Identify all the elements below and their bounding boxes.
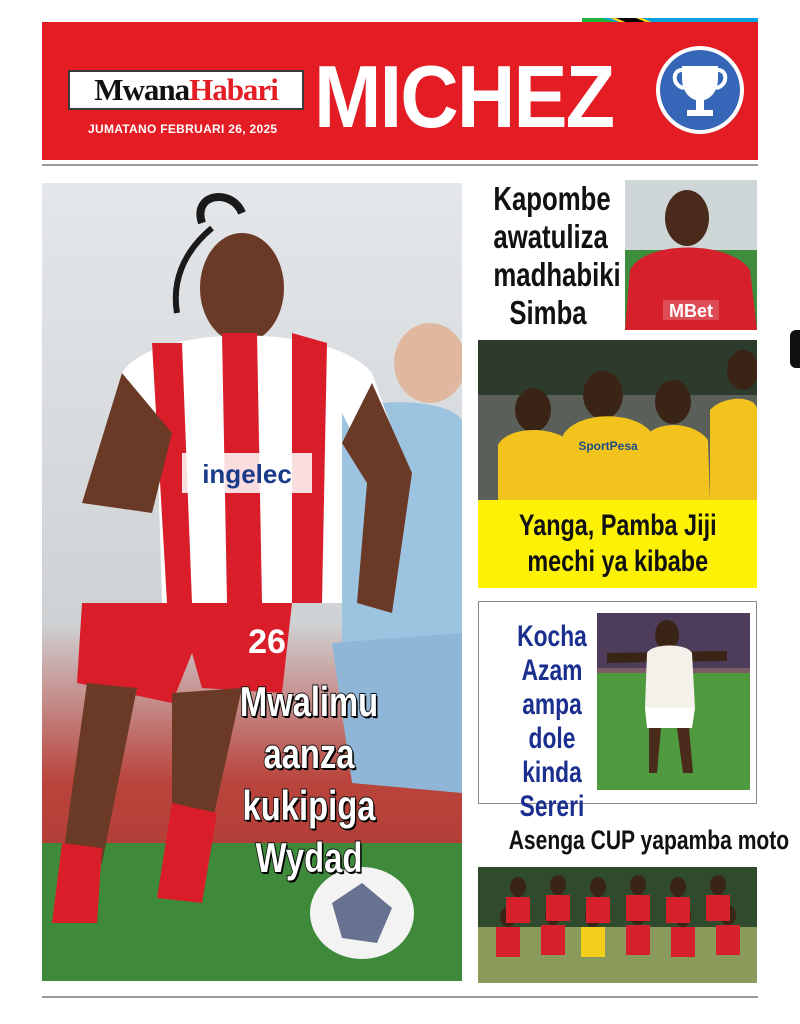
yanga-caption-line: mechi ya kibabe	[527, 545, 708, 578]
main-jersey-sponsor: ingelec	[202, 459, 292, 489]
main-headline-line: aanza	[263, 730, 355, 777]
main-jersey-number: 26	[248, 623, 286, 661]
kapombe-headline[interactable]	[493, 180, 621, 332]
yanga-jersey-sponsor: SportPesa	[578, 439, 638, 453]
kapombe-headline-line: madhabiki	[493, 256, 621, 293]
section-title: MICHEZ	[314, 47, 614, 146]
yanga-caption-line: Yanga, Pamba Jiji	[518, 509, 717, 542]
main-headline-line: kukipiga	[242, 782, 376, 829]
simba-player-illustration	[625, 180, 757, 330]
kapombe-headline-line: Kapombe	[493, 180, 611, 217]
kapombe-jersey-sponsor: MBet	[669, 301, 713, 321]
azam-photo[interactable]	[597, 613, 750, 790]
azam-headline-line: dole kinda	[522, 722, 582, 789]
azam-headline-line: Azam	[521, 654, 583, 687]
bottom-divider	[42, 996, 758, 998]
yanga-players-illustration	[478, 340, 757, 500]
azam-player-illustration	[597, 613, 750, 790]
trophy-icon	[654, 44, 746, 136]
kapombe-headline-line: Simba	[509, 294, 587, 331]
asenga-team-photo[interactable]	[478, 867, 757, 983]
azam-headline-line: Kocha	[517, 620, 587, 653]
main-headline-line: Mwalimu	[239, 678, 379, 725]
azam-headline-line: Sereri	[519, 790, 585, 823]
yanga-photo[interactable]	[478, 340, 757, 500]
kapombe-headline-line: awatuliza	[493, 218, 608, 255]
azam-headline-line: ampa	[522, 688, 582, 721]
main-story-photo[interactable]	[42, 183, 462, 981]
top-divider	[42, 164, 758, 166]
main-headline[interactable]	[210, 676, 408, 884]
yanga-caption[interactable]	[478, 500, 757, 588]
kapombe-photo[interactable]	[625, 180, 757, 330]
azam-headline[interactable]	[499, 620, 605, 824]
page-edge-mark	[790, 330, 800, 368]
brand-name-part1: Mwana	[94, 72, 190, 107]
brand-name-part2: Habari	[189, 72, 278, 107]
masthead	[42, 22, 758, 160]
issue-date: JUMATANO FEBRUARI 26, 2025	[88, 122, 278, 136]
asenga-title[interactable]: Asenga CUP yapamba moto	[508, 825, 790, 855]
main-headline-line: Wydad	[255, 834, 363, 881]
asenga-team-illustration	[478, 867, 757, 983]
brand-logo	[68, 70, 304, 110]
